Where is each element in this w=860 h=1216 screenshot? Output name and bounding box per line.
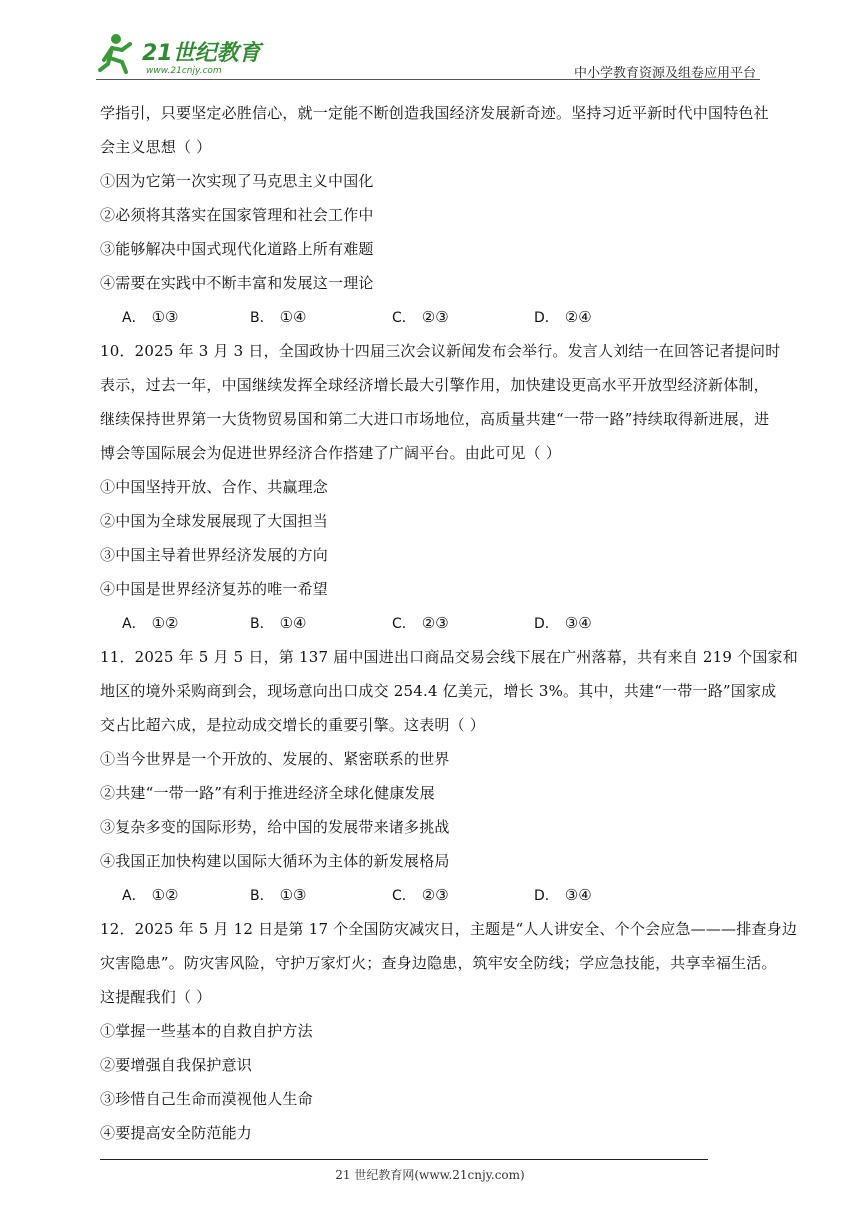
statement-item: ②要增强自我保护意识 [100, 1056, 253, 1074]
statement-item: ④要提高安全防范能力 [100, 1124, 253, 1142]
platform-name: 中小学教育资源及组卷应用平台 [573, 66, 756, 81]
statement-item: ③珍惜自己生命而漠视他人生命 [100, 1090, 313, 1108]
statement-item: ①因为它第一次实现了马克思主义中国化 [100, 172, 374, 190]
question-10 [100, 334, 781, 640]
page-header [96, 30, 760, 80]
statement-item: ①当今世界是一个开放的、发展的、紧密联系的世界 [100, 750, 450, 768]
question-stem-line: 会主义思想（ ） [100, 138, 212, 156]
option-d: D． ③④ [534, 886, 592, 904]
statement-item: ②共建“一带一路”有利于推进经济全球化健康发展 [100, 784, 435, 802]
statement-item: ④我国正加快构建以国际大循环为主体的新发展格局 [100, 852, 450, 870]
option-d: D． ②④ [534, 308, 592, 326]
option-b: B． ①③ [250, 886, 307, 904]
option-d: D． ③④ [534, 614, 592, 632]
statement-item: ④需要在实践中不断丰富和发展这一理论 [100, 274, 374, 292]
document-body [100, 96, 798, 1150]
svg-text:21世纪教育: 21世纪教育 [142, 41, 261, 66]
option-c: C． ②③ [392, 614, 449, 632]
question-stem-line: 灾害隐患”。防灾害风险，守护万家灯火；查身边隐患，筑牢安全防线；学应急技能，共享幸福生活。 [100, 954, 777, 972]
statement-item: ②必须将其落实在国家管理和社会工作中 [100, 206, 374, 224]
header-divider [96, 79, 760, 80]
question-stem-line: 交占比超六成，是拉动成交增长的重要引擎。这表明（ ） [100, 716, 485, 734]
statement-item: ①中国坚持开放、合作、共赢理念 [100, 478, 329, 496]
answer-options [100, 300, 766, 334]
option-b: B． ①④ [250, 308, 307, 326]
question-11 [100, 640, 798, 912]
option-a: A． ①② [122, 886, 179, 904]
question-stem-line: 11．2025 年 5 月 5 日，第 137 届中国进出口商品交易会线下展在广州落幕，共有来自 219 个国家和 [100, 648, 798, 666]
statement-item: ④中国是世界经济复苏的唯一希望 [100, 580, 329, 598]
statement-item: ①掌握一些基本的自救自护方法 [100, 1022, 313, 1040]
svg-text:www.21cnjy.com: www.21cnjy.com [146, 66, 222, 76]
question-stem-line: 表示，过去一年，中国继续发挥全球经济增长最大引擎作用，加快建设更高水平开放型经济新体制， [100, 376, 769, 394]
option-a: A． ①③ [122, 308, 179, 326]
question-stem-line: 10．2025 年 3 月 3 日，全国政协十四届三次会议新闻发布会举行。发言人刘结一在回答记者提问时 [100, 342, 781, 360]
statement-item: ③中国主导着世界经济发展的方向 [100, 546, 329, 564]
statement-item: ③能够解决中国式现代化道路上所有难题 [100, 240, 374, 258]
statement-item: ②中国为全球发展展现了大国担当 [100, 512, 329, 530]
answer-options [100, 606, 766, 640]
question-stem-line: 地区的境外采购商到会，现场意向出口成交 254.4 亿美元，增长 3%。其中，共建“一带一路”国家成 [100, 682, 777, 700]
option-c: C． ②③ [392, 886, 449, 904]
question-stem-line: 博会等国际展会为促进世界经济合作搭建了广阔平台。由此可见（ ） [100, 444, 561, 462]
option-a: A． ①② [122, 614, 179, 632]
option-b: B． ①④ [250, 614, 307, 632]
question-stem-line: 12．2025 年 5 月 12 日是第 17 个全国防灾减灾日，主题是“人人讲安全、个个会应急———排查身边 [100, 920, 798, 938]
footer-link[interactable]: 21 世纪教育网(www.21cnjy.com) [335, 1168, 525, 1182]
site-logo [96, 30, 266, 78]
question-stem-line: 学指引，只要坚定必胜信心，就一定能不断创造我国经济发展新奇迹。坚持习近平新时代中国特色社 [100, 104, 769, 122]
question-12 [100, 912, 798, 1150]
statement-item: ③复杂多变的国际形势，给中国的发展带来诸多挑战 [100, 818, 450, 836]
question-stem-line: 这提醒我们（ ） [100, 988, 212, 1006]
question-stem-line: 继续保持世界第一大货物贸易国和第二大进口市场地位，高质量共建“一带一路”持续取得新进展，进 [100, 410, 770, 428]
option-c: C． ②③ [392, 308, 449, 326]
question-9 [100, 96, 769, 334]
answer-options [100, 878, 766, 912]
footer-divider [100, 1159, 708, 1160]
